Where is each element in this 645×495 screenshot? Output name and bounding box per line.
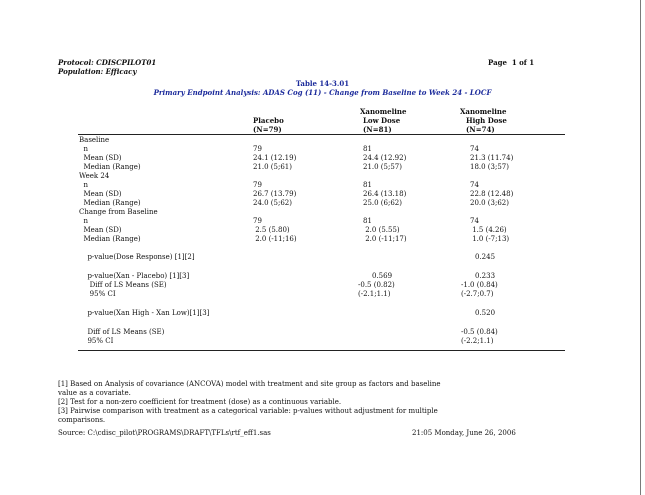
xan-placebo-ci-low: (-2.1;1.1): [358, 290, 391, 298]
row-label: Mean (SD): [79, 154, 122, 162]
xan-placebo-ci-label: 95% CI: [83, 290, 116, 298]
xan-placebo-ci-high: (-2.7;0.7): [461, 290, 494, 298]
cell-low: 81: [363, 145, 372, 153]
page-number: Page 1 of 1: [488, 58, 535, 67]
cell-placebo: 21.0 (5;61): [253, 163, 292, 171]
row-label: Baseline: [79, 136, 110, 144]
high-low-pvalue-label: p-value(Xan High - Xan Low)[1][3]: [83, 309, 210, 317]
high-low-ci-high: (-2.2;1.1): [461, 337, 494, 345]
col-placebo-name: Placebo: [253, 116, 284, 125]
header-rule: [78, 134, 565, 135]
row-label: n: [79, 181, 88, 189]
cell-low: 21.0 (5;57): [363, 163, 402, 171]
cell-placebo: 24.1 (12.19): [253, 154, 297, 162]
col-high-name: Xanomeline: [460, 107, 507, 116]
cell-low: 26.4 (13.18): [363, 190, 407, 198]
cell-high: 21.3 (11.74): [470, 154, 514, 162]
cell-high: 74: [470, 145, 479, 153]
col-low-dose: Low Dose: [363, 116, 401, 125]
xan-placebo-diff-low: -0.5 (0.82): [358, 281, 395, 289]
xan-placebo-pvalue-high: 0.233: [475, 272, 496, 280]
row-label: Mean (SD): [79, 190, 122, 198]
cell-placebo: 24.0 (5;62): [253, 199, 292, 207]
row-label: Median (Range): [79, 163, 141, 171]
cell-placebo: 26.7 (13.79): [253, 190, 297, 198]
cell-high: 74: [470, 181, 479, 189]
population-label: Population: Efficacy: [58, 67, 137, 76]
col-low-name: Xanomeline: [360, 107, 407, 116]
xan-placebo-diff-high: -1.0 (0.84): [461, 281, 498, 289]
row-label: Median (Range): [79, 199, 141, 207]
col-placebo-n: (N=79): [253, 125, 282, 134]
cell-low: 25.0 (6;62): [363, 199, 402, 207]
cell-low: 24.4 (12.92): [363, 154, 407, 162]
cell-placebo: 2.0 (-11;16): [253, 235, 297, 243]
protocol-label: Protocol: CDISCPILOT01: [58, 58, 157, 67]
col-low-n: (N=81): [363, 125, 392, 134]
high-low-pvalue-high: 0.520: [475, 309, 496, 317]
source-path: Source: C:\cdisc_pilot\PROGRAMS\DRAFT\TFLs\rtf_eff1.sas: [58, 429, 271, 437]
footnote-line: [1] Based on Analysis of covariance (ANCOVA) model with treatment and site group as factors and baseline: [58, 380, 441, 388]
col-high-n: (N=74): [466, 125, 495, 134]
cell-placebo: 79: [253, 145, 262, 153]
xan-placebo-diff-label: Diff of LS Means (SE): [83, 281, 167, 289]
page-edge: [640, 0, 641, 495]
footnote-line: comparisons.: [58, 416, 106, 424]
xan-placebo-pvalue-low: 0.569: [372, 272, 393, 280]
footnote-line: [3] Pairwise comparison with treatment as a categorical variable: p-values without adjustment for multiple: [58, 407, 438, 415]
dose-pvalue-label: p-value(Dose Response) [1][2]: [83, 253, 195, 261]
cell-high: 22.8 (12.48): [470, 190, 514, 198]
row-label: Mean (SD): [79, 226, 122, 234]
row-label: Week 24: [79, 172, 110, 180]
cell-placebo: 79: [253, 217, 262, 225]
row-label: n: [79, 217, 88, 225]
row-label: n: [79, 145, 88, 153]
cell-low: 2.0 (-11;17): [363, 235, 407, 243]
cell-high: 18.0 (3;57): [470, 163, 509, 171]
dose-pvalue-high: 0.245: [475, 253, 496, 261]
cell-placebo: 2.5 (5.80): [253, 226, 290, 234]
xan-placebo-pvalue-label: p-value(Xan - Placebo) [1][3]: [83, 272, 190, 280]
cell-low: 81: [363, 181, 372, 189]
high-low-diff-label: Diff of LS Means (SE): [83, 328, 165, 336]
high-low-ci-label: 95% CI: [83, 337, 114, 345]
cell-high: 74: [470, 217, 479, 225]
cell-high: 1.0 (-7;13): [470, 235, 510, 243]
cell-low: 2.0 (5.55): [363, 226, 400, 234]
cell-high: 1.5 (4.26): [470, 226, 507, 234]
footnote-line: value as a covariate.: [58, 389, 131, 397]
col-high-dose: High Dose: [466, 116, 507, 125]
footer-rule: [78, 350, 565, 351]
cell-placebo: 79: [253, 181, 262, 189]
table-number: Table 14-3.01: [295, 79, 350, 88]
run-timestamp: 21:05 Monday, June 26, 2006: [412, 429, 516, 437]
row-label: Change from Baseline: [79, 208, 158, 216]
table-title: Primary Endpoint Analysis: ADAS Cog (11) - Change from Baseline to Week 24 - LOCF: [153, 88, 492, 97]
cell-high: 20.0 (3;62): [470, 199, 509, 207]
footnote-line: [2] Test for a non-zero coefficient for treatment (dose) as a continuous variable.: [58, 398, 342, 406]
high-low-diff-high: -0.5 (0.84): [461, 328, 498, 336]
cell-low: 81: [363, 217, 372, 225]
row-label: Median (Range): [79, 235, 141, 243]
